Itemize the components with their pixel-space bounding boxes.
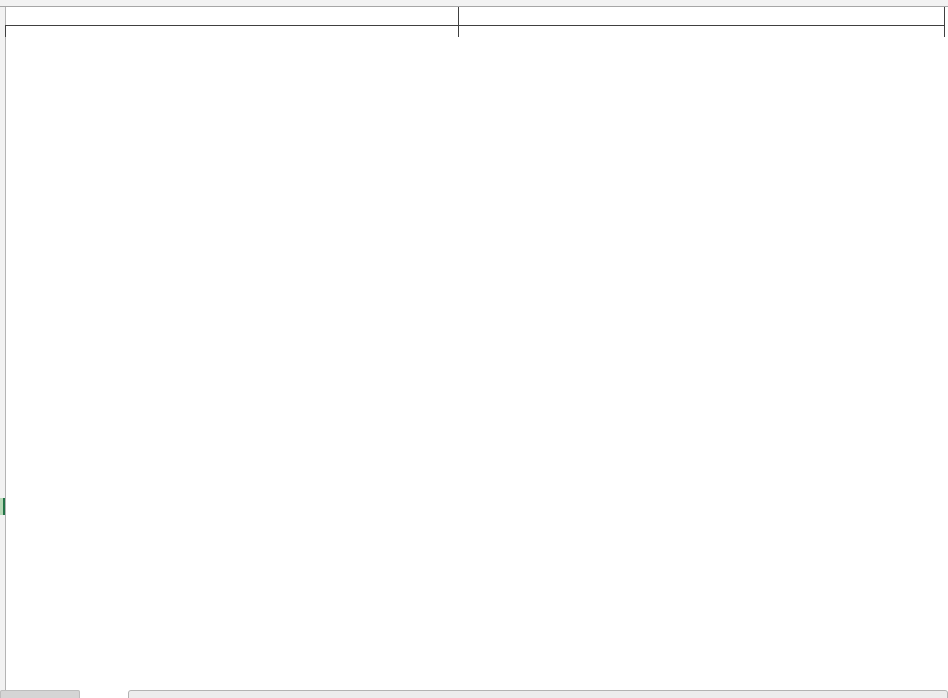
table-row-partial xyxy=(5,26,948,38)
cell-value[interactable] xyxy=(458,26,945,38)
cell-a[interactable] xyxy=(5,6,458,26)
scrollbar-left-block[interactable] xyxy=(0,690,80,698)
grid xyxy=(5,6,948,37)
selected-row-marker xyxy=(0,498,5,515)
cell-b[interactable] xyxy=(458,6,945,26)
horizontal-scrollbar[interactable] xyxy=(128,690,948,698)
cell-label[interactable] xyxy=(5,26,458,38)
column-header-row xyxy=(0,0,948,7)
spacer-row xyxy=(5,6,948,26)
row-header-strip xyxy=(0,6,6,698)
